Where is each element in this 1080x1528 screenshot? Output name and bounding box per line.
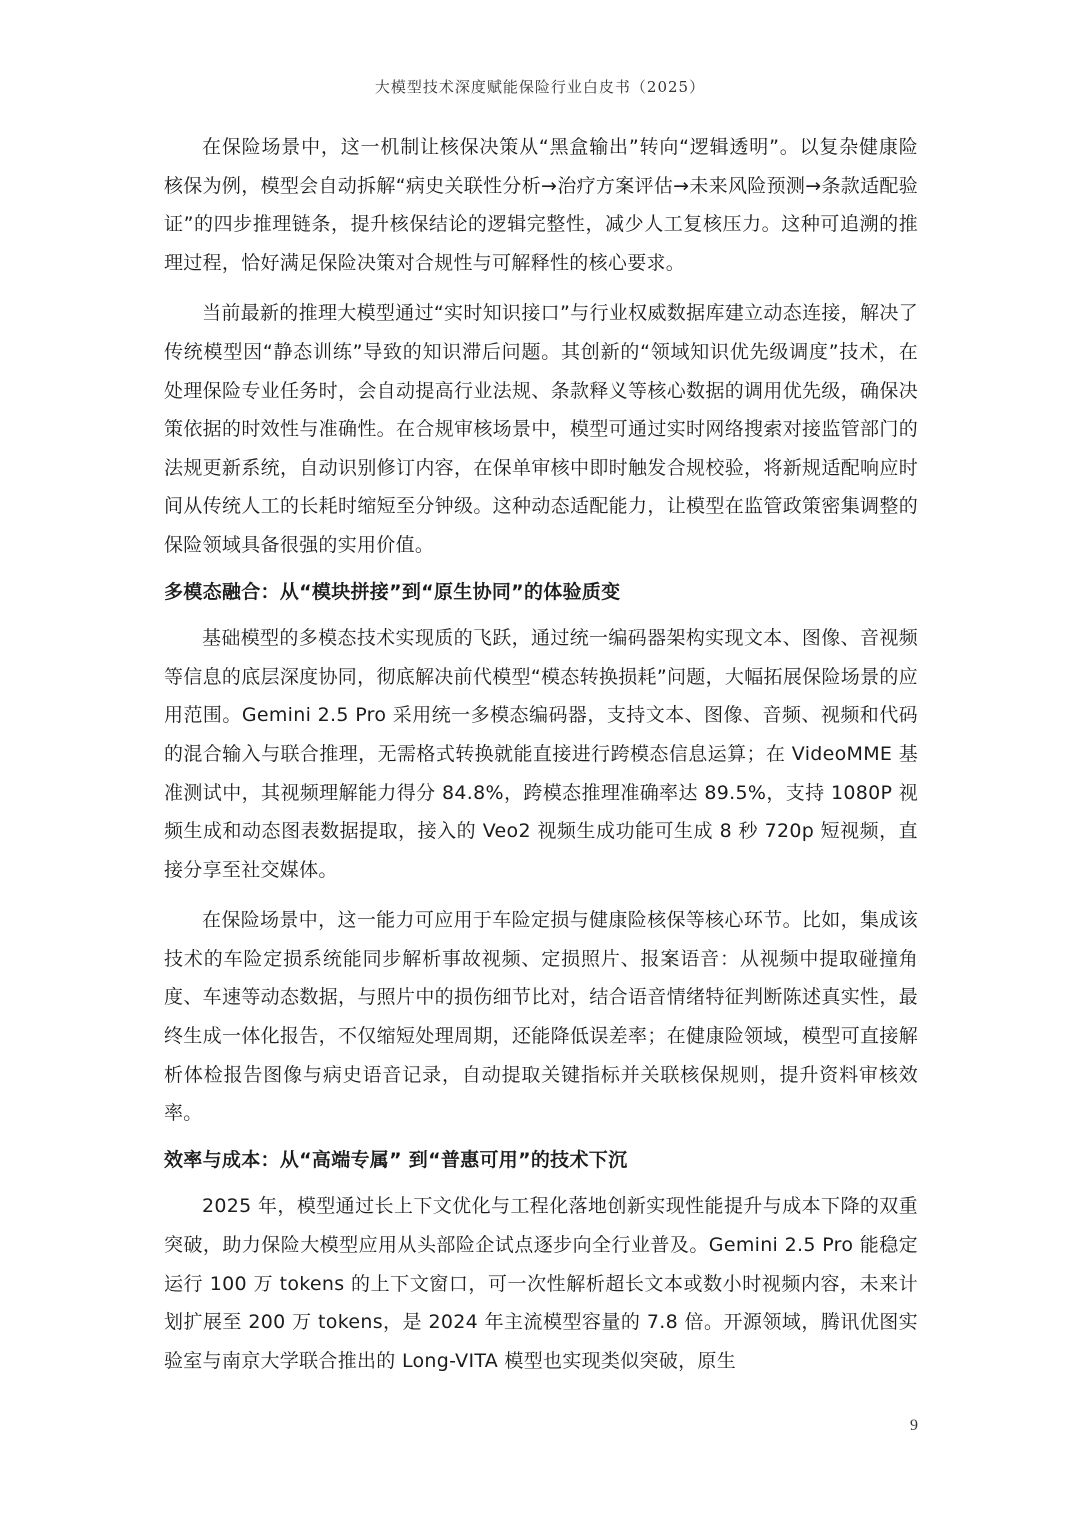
body-paragraph: 在保险场景中，这一机制让核保决策从“黑盒输出”转向“逻辑透明”。以复杂健康险核保为例，模型会自动拆解“病史关联性分析→治疗方案评估→未来风险预测→条款适配验证”的四步推理链条，提升核保结论的逻辑完整性，减少人工复核压力。这种可追溯的推理过程，恰好满足保险决策对合规性与可解释性的核心要求。: [164, 136, 918, 274]
running-header: 大模型技术深度赋能保险行业白皮书（2025）: [374, 78, 706, 96]
page-body: [164, 128, 918, 1380]
section-heading-multimodal: 多模态融合：从“模块拼接”到“原生协同”的体验质变: [164, 580, 621, 603]
page-number: 9: [910, 1417, 918, 1434]
section-heading-efficiency: 效率与成本：从“高端专属” 到“普惠可用”的技术下沉: [164, 1148, 628, 1171]
body-paragraph: 在保险场景中，这一能力可应用于车险定损与健康险核保等核心环节。比如，集成该技术的车险定损系统能同步解析事故视频、定损照片、报案语音：从视频中提取碰撞角度、车速等动态数据，与照片中的损伤细节比对，结合语音情绪特征判断陈述真实性，最终生成一体化报告，不仅缩短处理周期，还能降低误差率；在健康险领域，模型可直接解析体检报告图像与病史语音记录，自动提取关键指标并关联核保规则，提升资料审核效率。: [164, 909, 918, 1125]
body-paragraph: 2025 年，模型通过长上下文优化与工程化落地创新实现性能提升与成本下降的双重突破，助力保险大模型应用从头部险企试点逐步向全行业普及。Gemini 2.5 Pro 能稳定运行 100 万 tokens 的上下文窗口，可一次性解析超长文本或数小时视频内容，未来计划扩展至 200 万 tokens，是 2024 年主流模型容量的 7.8 倍。开源领域，腾讯优图实验室与南京大学联合推出的 Long-VITA 模型也实现类似突破，原生: [164, 1195, 918, 1372]
body-paragraph: 当前最新的推理大模型通过“实时知识接口”与行业权威数据库建立动态连接，解决了传统模型因“静态训练”导致的知识滞后问题。其创新的“领域知识优先级调度”技术，在处理保险专业任务时，会自动提高行业法规、条款释义等核心数据的调用优先级，确保决策依据的时效性与准确性。在合规审核场景中，模型可通过实时网络搜索对接监管部门的法规更新系统，自动识别修订内容，在保单审核中即时触发合规校验，将新规适配响应时间从传统人工的长耗时缩短至分钟级。这种动态适配能力，让模型在监管政策密集调整的保险领域具备很强的实用价值。: [164, 302, 918, 556]
body-paragraph: 基础模型的多模态技术实现质的飞跃，通过统一编码器架构实现文本、图像、音视频等信息的底层深度协同，彻底解决前代模型“模态转换损耗”问题，大幅拓展保险场景的应用范围。Gemini 2.5 Pro 采用统一多模态编码器，支持文本、图像、音频、视频和代码的混合输入与联合推理，无需格式转换就能直接进行跨模态信息运算；在 VideoMME 基准测试中，其视频理解能力得分 84.8%，跨模态推理准确率达 89.5%，支持 1080P 视频生成和动态图表数据提取，接入的 Veo2 视频生成功能可生成 8 秒 720p 短视频，直接分享至社交媒体。: [164, 627, 918, 881]
